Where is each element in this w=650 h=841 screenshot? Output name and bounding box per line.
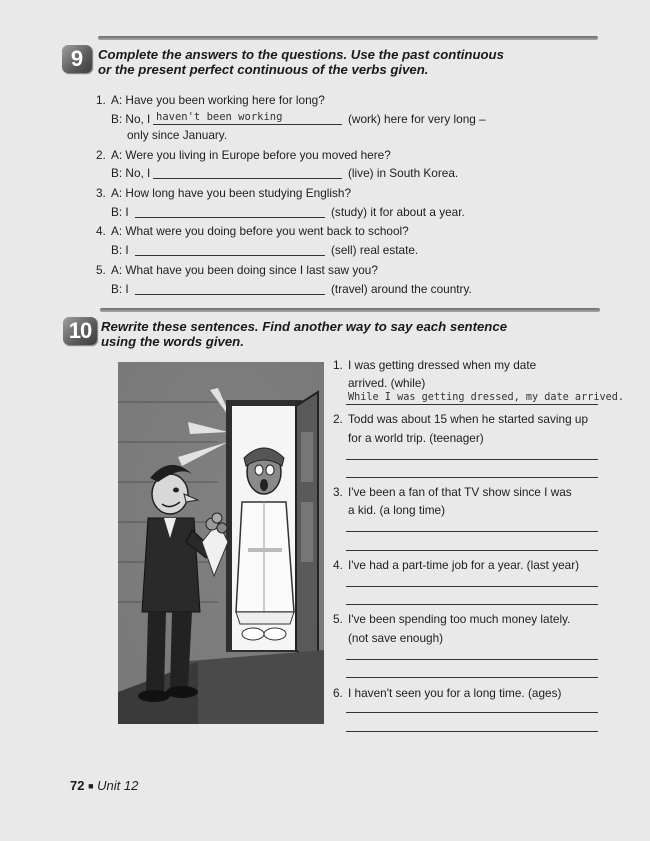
- item-sentence: I've been a fan of that TV show since I was: [348, 485, 572, 499]
- page-footer: [70, 778, 138, 793]
- question-a: A: Have you been working here for long?: [111, 93, 325, 107]
- item-number: 4.: [96, 224, 106, 238]
- item-cue: for a world trip. (teenager): [348, 431, 484, 445]
- answer-b-continued: only since January.: [127, 128, 228, 142]
- exercise-9-badge: 9: [62, 45, 92, 73]
- answer-line[interactable]: [346, 731, 598, 732]
- answer-b-suffix: (travel) around the country.: [331, 282, 472, 296]
- item-sentence: I was getting dressed when my date: [348, 358, 537, 372]
- page-number: 72: [70, 778, 85, 793]
- answer-line[interactable]: [153, 178, 342, 179]
- answer-line[interactable]: [346, 659, 598, 660]
- handwritten-answer: haven't been working: [156, 111, 283, 123]
- question-a: A: How long have you been studying English?: [111, 186, 352, 200]
- item-sentence: I've had a part-time job for a year. (last year): [348, 558, 580, 572]
- item-number: 2.: [333, 412, 343, 426]
- section-rule-9: [98, 36, 598, 40]
- answer-line[interactable]: [346, 677, 598, 678]
- item-sentence: I've been spending too much money lately.: [348, 612, 571, 626]
- illustration-man-at-door: [118, 362, 324, 724]
- answer-line[interactable]: [153, 124, 342, 125]
- answer-b-suffix: (live) in South Korea.: [348, 166, 459, 180]
- answer-b-suffix: (sell) real estate.: [331, 243, 419, 257]
- exercise-10-instruction: Rewrite these sentences. Find another way to say each sentence using the words given.: [101, 319, 508, 349]
- item-sentence: Todd was about 15 when he started saving up: [348, 412, 589, 426]
- item-number: 1.: [333, 358, 343, 372]
- answer-line[interactable]: [346, 586, 598, 587]
- item-number: 3.: [333, 485, 343, 499]
- item-number: 5.: [333, 612, 343, 626]
- exercise-9-instruction: Complete the answers to the questions. Use the past continuous or the present perfect continuous of the verbs given.: [98, 47, 504, 77]
- unit-label: Unit 12: [97, 778, 139, 793]
- item-number: 1.: [96, 93, 106, 107]
- answer-line[interactable]: [135, 255, 325, 256]
- item-cue: (not save enough): [348, 631, 444, 645]
- answer-line[interactable]: [346, 404, 598, 405]
- item-number: 5.: [96, 263, 106, 277]
- question-a: A: What have you been doing since I last saw you?: [111, 263, 378, 277]
- item-number: 3.: [96, 186, 106, 200]
- answer-line[interactable]: [346, 477, 598, 478]
- question-a: A: Were you living in Europe before you moved here?: [111, 148, 391, 162]
- item-number: 6.: [333, 686, 343, 700]
- item-cue: a kid. (a long time): [348, 503, 446, 517]
- exercise-10-badge: 10: [63, 317, 97, 345]
- answer-line[interactable]: [346, 459, 598, 460]
- question-a: A: What were you doing before you went back to school?: [111, 224, 409, 238]
- answer-line[interactable]: [346, 550, 598, 551]
- item-cue: arrived. (while): [348, 376, 426, 390]
- answer-b-prefix: B: No, I: [111, 166, 151, 180]
- answer-b-prefix: B: No, I: [111, 112, 151, 126]
- answer-line[interactable]: [135, 294, 325, 295]
- bullet-icon: ■: [88, 781, 94, 791]
- item-number: 4.: [333, 558, 343, 572]
- answer-line[interactable]: [346, 604, 598, 605]
- handwritten-answer: While I was getting dressed, my date arrived.: [348, 392, 625, 403]
- answer-line[interactable]: [135, 217, 325, 218]
- answer-b-prefix: B: I: [111, 282, 129, 296]
- answer-b-prefix: B: I: [111, 243, 129, 257]
- answer-b-prefix: B: I: [111, 205, 129, 219]
- answer-b-suffix: (work) here for very long –: [348, 112, 486, 126]
- answer-line[interactable]: [346, 531, 598, 532]
- item-sentence: I haven't seen you for a long time. (ages): [348, 686, 562, 700]
- answer-line[interactable]: [346, 712, 598, 713]
- item-number: 2.: [96, 148, 106, 162]
- section-rule-10: [100, 308, 600, 312]
- answer-b-suffix: (study) it for about a year.: [331, 205, 465, 219]
